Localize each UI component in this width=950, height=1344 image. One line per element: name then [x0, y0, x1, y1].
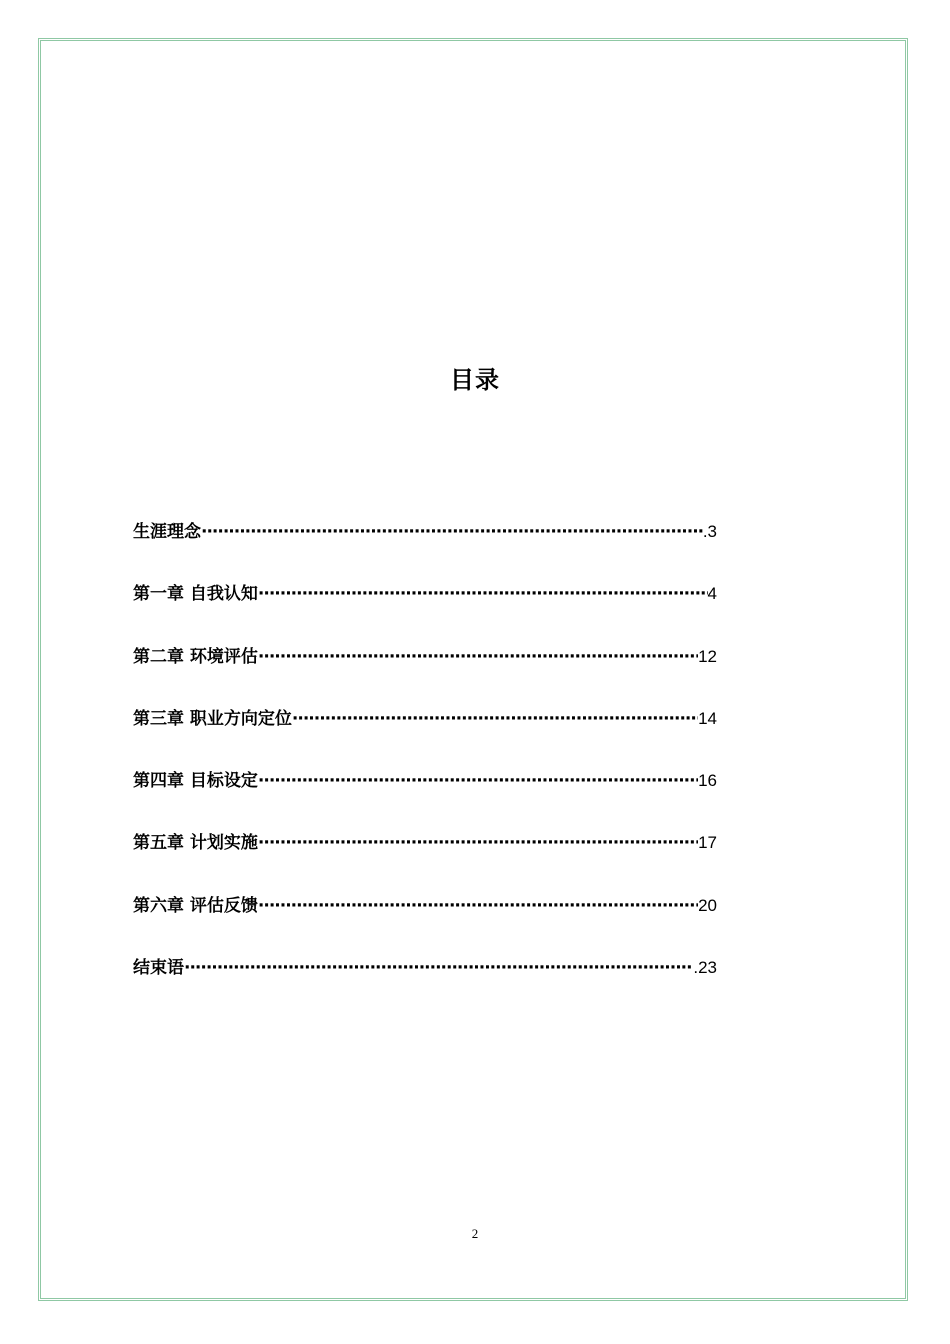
dot-leader — [258, 763, 698, 799]
dot-leader — [258, 576, 708, 612]
toc-entry-chapter-2[interactable] — [133, 639, 717, 701]
toc-title: 目录 — [450, 366, 500, 394]
dot-leader — [184, 950, 693, 986]
toc-entry-chapter-5[interactable] — [133, 825, 717, 887]
toc-entry-label: 第一章 自我认知 — [133, 584, 258, 605]
dot-leader — [258, 888, 698, 924]
dot-leader — [258, 825, 698, 861]
toc-entry-label: 第五章 计划实施 — [133, 833, 258, 854]
toc-entry-chapter-6[interactable] — [133, 888, 717, 950]
toc-entry-page: .3 — [702, 522, 717, 541]
toc-entry-chapter-3[interactable] — [133, 701, 717, 763]
dot-leader — [258, 639, 698, 675]
table-of-contents — [133, 514, 717, 1012]
toc-entry-conclusion[interactable] — [133, 950, 717, 1012]
toc-entry-page: 4 — [707, 584, 717, 604]
toc-entry-label: 第三章 职业方向定位 — [133, 708, 292, 729]
dot-leader — [201, 514, 703, 550]
toc-entry-label: 第六章 评估反馈 — [133, 895, 258, 916]
toc-entry-page: 16 — [698, 771, 717, 791]
toc-entry-label: 生涯理念 — [133, 522, 201, 542]
toc-entry-chapter-1[interactable] — [133, 576, 717, 638]
toc-entry-philosophy[interactable] — [133, 514, 717, 576]
toc-entry-page: 17 — [698, 833, 717, 853]
toc-entry-label: 结束语 — [133, 958, 184, 979]
toc-entry-label: 第二章 环境评估 — [133, 646, 258, 667]
toc-entry-page: 12 — [698, 646, 717, 666]
toc-entry-page: 20 — [698, 895, 717, 915]
toc-entry-label: 第四章 目标设定 — [133, 771, 258, 792]
dot-leader — [292, 701, 698, 737]
toc-entry-page: 14 — [698, 708, 717, 728]
toc-entry-page: .23 — [693, 958, 717, 978]
toc-entry-chapter-4[interactable] — [133, 763, 717, 825]
page-number: 2 — [471, 1226, 479, 1241]
